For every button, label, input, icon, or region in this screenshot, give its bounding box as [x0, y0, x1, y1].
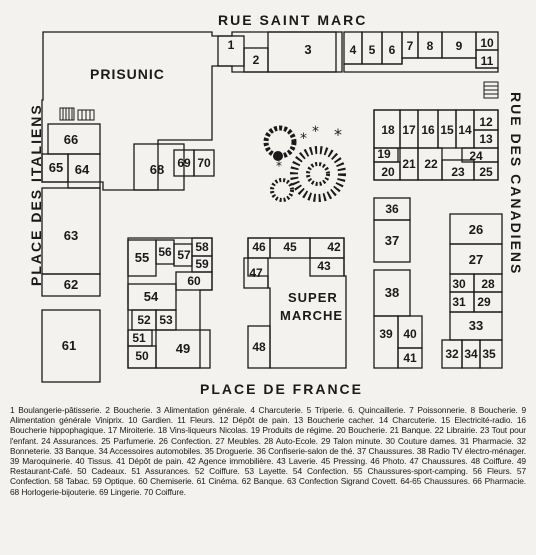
legend-entry: 43 Laverie. — [276, 456, 321, 467]
plot-number-28: 28 — [481, 277, 495, 291]
legend-entry: 32 Bonneterie. — [10, 435, 526, 456]
store-supermarche-line2: MARCHE — [280, 308, 344, 323]
plot-number-69: 69 — [177, 156, 191, 170]
svg-text:*: * — [300, 131, 307, 147]
plot-number-25: 25 — [479, 165, 493, 179]
plot-number-68: 68 — [149, 162, 165, 177]
plot-number-1: 1 — [227, 38, 235, 52]
plot-number-7: 7 — [406, 39, 414, 53]
plot-number-49: 49 — [175, 341, 191, 356]
legend-entry: 57 Confection. — [10, 466, 527, 487]
legend-entry: 47 Chaussures. — [409, 456, 471, 467]
plot-number-20: 20 — [381, 165, 395, 179]
plot-number-3: 3 — [304, 42, 312, 57]
legend-entry: 53 Layette. — [244, 466, 293, 477]
plot-number-50: 50 — [135, 349, 149, 363]
legend-entry: 6. Quincaillerie. — [347, 405, 410, 415]
legend-entry: 61 Cinéma. — [196, 476, 242, 487]
plot-number-59: 59 — [195, 257, 209, 271]
plot-number-57: 57 — [177, 248, 191, 262]
legend-entry: 59 Optique. — [92, 476, 139, 487]
plot-number-61: 61 — [61, 338, 77, 353]
plot-number-14: 14 — [458, 123, 472, 137]
plot-number-16: 16 — [421, 123, 435, 137]
plot-number-35: 35 — [482, 347, 496, 361]
plot-number-40: 40 — [403, 327, 417, 341]
legend-entry: 12 Dépôt de pain. — [219, 415, 294, 426]
legend-entry: 36 Confiserie-salon de thé. — [256, 445, 357, 456]
legend-entry: 33 Banque. — [54, 445, 99, 456]
store-supermarche-line1: SUPER — [288, 290, 338, 305]
legend-entry: 58 Tabac. — [54, 476, 93, 487]
svg-text:*: * — [276, 159, 282, 173]
legend-entry: 3 Alimentation générale. — [156, 405, 251, 415]
plot-number-23: 23 — [451, 165, 465, 179]
store-prisunic: PRISUNIC — [90, 66, 165, 82]
street-south: PLACE DE FRANCE — [200, 381, 364, 397]
svg-text:*: * — [312, 124, 319, 140]
legend-entry: 27 Meubles. — [215, 435, 264, 446]
legend-entry: 52 Coiffure. — [195, 466, 245, 477]
legend-entry: 28 Auto-Ecole. — [263, 435, 322, 446]
legend-entry: 40 Tissus. — [75, 456, 117, 467]
plot-number-12: 12 — [479, 115, 493, 129]
legend-entry: 62 Banque. — [241, 476, 287, 487]
legend-entry: 49 Restaurant-Café. — [10, 456, 526, 477]
legend-entry: 16 Boucherie hippophagique. — [10, 415, 526, 436]
legend-entry: 41 Dépôt de pain. — [116, 456, 187, 467]
legend-entry: 39 Maroquinerie. — [10, 456, 76, 467]
plot-number-17: 17 — [402, 123, 416, 137]
plot-number-31: 31 — [452, 295, 466, 309]
plot-number-38: 38 — [384, 285, 400, 300]
plot-number-51: 51 — [132, 331, 146, 345]
garden-trees — [266, 124, 342, 200]
legend-entry: 68 Horlogerie-bijouterie. — [10, 486, 100, 497]
legend-entry: 50 Cadeaux. — [77, 466, 132, 477]
plot-number-33: 33 — [468, 318, 484, 333]
street-west: PLACE DES ITALIENS — [28, 103, 44, 286]
legend-entry: 17 Miroiterie. — [107, 425, 158, 436]
street-north: RUE SAINT MARC — [218, 12, 368, 28]
plot-number-66: 66 — [63, 132, 79, 147]
plot-number-65: 65 — [48, 160, 64, 175]
plot-number-6: 6 — [388, 43, 396, 57]
plot-number-63: 63 — [63, 228, 79, 243]
plot-number-52: 52 — [137, 313, 151, 327]
plot-number-42: 42 — [327, 240, 341, 254]
legend-entry: 42 Agence immobilière. — [186, 456, 277, 467]
plot-number-64: 64 — [74, 162, 90, 177]
plot-number-21: 21 — [402, 157, 416, 171]
legend-entry: 11 Fleurs. — [177, 415, 220, 426]
legend-entry: 20 Boucherie. — [336, 425, 390, 436]
legend-entry: 69 Lingerie. — [99, 486, 144, 497]
legend-entry: 55 Chaussures-sport-camping. — [353, 466, 473, 477]
plot-number-9: 9 — [455, 39, 463, 53]
plot-number-43: 43 — [317, 259, 331, 273]
legend-entry: 22 Librairie. — [434, 425, 481, 436]
plot-number-54: 54 — [143, 289, 159, 304]
plot-number-18: 18 — [381, 123, 395, 137]
legend-entry: 35 Droguerie. — [204, 445, 257, 456]
legend-entry: 25 Parfumerie. — [101, 435, 159, 446]
plot-number-47: 47 — [249, 266, 263, 280]
plot-number-55: 55 — [134, 250, 150, 265]
plot-number-58: 58 — [195, 240, 209, 254]
legend-entry: 2 Boucherie. — [105, 405, 157, 415]
plot-number-30: 30 — [452, 277, 466, 291]
plot-number-70: 70 — [197, 156, 211, 170]
plot-number-15: 15 — [440, 123, 454, 137]
stairs-icon — [60, 82, 498, 120]
plot-number-39: 39 — [379, 327, 393, 341]
plot-number-53: 53 — [159, 313, 173, 327]
legend-entry: 51 Assurances. — [131, 466, 196, 477]
legend-entry: 9 Alimentation générale Viniprix. — [10, 405, 527, 426]
plot-number-46: 46 — [252, 240, 266, 254]
legend-entry: 4 Charcuterie. — [250, 405, 307, 415]
legend-entry: 15 Electricité-radio. — [440, 415, 517, 426]
legend-entry: 37 Chaussures. — [356, 445, 417, 456]
plot-number-4: 4 — [349, 43, 357, 57]
legend-entry: 21 Banque. — [389, 425, 435, 436]
legend-entry: 54 Confection. — [292, 466, 354, 477]
plot-number-62: 62 — [63, 277, 79, 292]
plot-number-26: 26 — [468, 222, 484, 237]
plot-number-37: 37 — [384, 233, 400, 248]
plot-number-27: 27 — [468, 252, 484, 267]
legend-entry: 5 Triperie. — [306, 405, 348, 415]
legend-entry: 18 Vins-liqueurs Nicolas. — [157, 425, 251, 436]
legend-entry: 46 Photo. — [370, 456, 410, 467]
plot-number-32: 32 — [445, 347, 459, 361]
plot-number-36: 36 — [385, 202, 399, 216]
plot-number-22: 22 — [424, 157, 438, 171]
plot-number-48: 48 — [252, 340, 266, 354]
shop-39 — [374, 316, 398, 368]
legend-entry: 70 Coiffure. — [143, 486, 186, 497]
legend-entry: 64-65 Chaussures. — [400, 476, 473, 487]
legend-entry: 23 Tout pour l'enfant. — [10, 425, 526, 446]
svg-text:*: * — [334, 125, 342, 144]
legend-entry: 63 Confection Sigrand Covett. — [286, 476, 401, 487]
legend-entry: 31 Pharmacie. — [460, 435, 517, 446]
legend-entry: 14 Charcuterie. — [378, 415, 441, 426]
legend-entry: 66 Pharmacie. — [472, 476, 527, 487]
legend-entry: 13 Boucherie cacher. — [293, 415, 379, 426]
plot-number-5: 5 — [368, 43, 376, 57]
plot-number-2: 2 — [252, 53, 260, 67]
plot-number-45: 45 — [283, 240, 297, 254]
legend-entry: 1 Boulangerie-pâtisserie. — [10, 405, 106, 415]
plot-number-8: 8 — [426, 39, 434, 53]
legend-entry: 10 Gardien. — [128, 415, 178, 426]
plot-number-41: 41 — [403, 351, 417, 365]
legend-entry: 34 Accessoires automobiles. — [98, 445, 205, 456]
legend-entry: 45 Pressing. — [320, 456, 371, 467]
legend — [10, 405, 526, 497]
legend-entry: 8 Boucherie. — [470, 405, 522, 415]
plot-number-34: 34 — [464, 347, 478, 361]
plot-number-10: 10 — [480, 36, 494, 50]
plot-number-60: 60 — [187, 274, 201, 288]
legend-entry: 7 Poissonnerie. — [409, 405, 471, 415]
legend-entry: 60 Chemiserie. — [138, 476, 197, 487]
legend-entry: 48 Coiffure. — [470, 456, 517, 467]
legend-entry: 29 Talon minute. — [321, 435, 386, 446]
legend-entry: 38 Radio TV électro-ménager. — [416, 445, 527, 456]
legend-entry: 30 Couture dames. — [385, 435, 461, 446]
street-east: RUE DES CANADIENS — [508, 92, 524, 276]
legend-entry: 26 Confection. — [158, 435, 216, 446]
plot-number-13: 13 — [479, 132, 493, 146]
plot-number-56: 56 — [158, 245, 172, 259]
legend-entry: 56 Fleurs. — [472, 466, 517, 477]
plot-number-24: 24 — [469, 149, 483, 163]
legend-entry: 19 Produits de régime. — [250, 425, 337, 436]
legend-entry: 24 Assurances. — [41, 435, 102, 446]
plot-number-11: 11 — [480, 54, 494, 68]
plot-number-19: 19 — [377, 147, 391, 161]
plot-number-29: 29 — [477, 295, 491, 309]
